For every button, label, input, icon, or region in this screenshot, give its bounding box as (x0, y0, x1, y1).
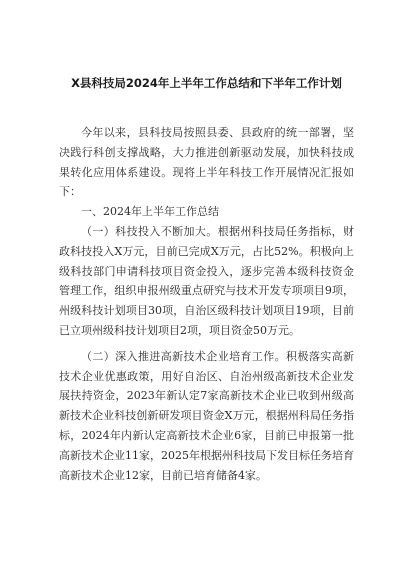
section-heading: 一、2024年上半年工作总结 (81, 205, 219, 219)
item-1-text: 根据州科技局任务指标，财政科技投入X万元，目前已完成X万元，占比52%。积极向上级科技部门申请科技项目资金投入，逐步完善本级科技资金管理工作，组织申报州级重点研究与技术开发专项项目9项，州级科技计划项目30项，自治区级科技计划项目19项，目前已立项州级科技计划项目2项，项目资金50万元。 (59, 224, 355, 337)
item-2-text: 积极落实高新技术企业优惠政策，用好自治区、自治州级高新技术企业发展扶持资金，2023年新认定7家高新技术企业已收到州级高新技术企业科技创新研发项目资金X万元，根据州科局任务指标，2024年内新认定高新技术企业6家，目前已申报第一批高新技术企业11家，2025年根据州科技局下发目标任务培育高新技术企业12家，目前已培育储备4家。 (59, 349, 355, 482)
item-1-paragraph (59, 222, 354, 341)
item-2-paragraph (59, 347, 354, 486)
intro-paragraph: 今年以来，县科技局按照县委、县政府的统一部署，坚决践行科创支撑战略，大力推进创新驱动发展，加快科技成果转化应用体系建设。现将上半年科技工作开展情况汇报如下： (59, 126, 354, 199)
item-2-label: （二）深入推进高新技术企业培育工作。 (81, 349, 287, 363)
item-1-label: （一）科技投入不断加大。 (81, 224, 218, 238)
document-title: X县科技局2024年上半年工作总结和下半年工作计划 (71, 76, 342, 90)
